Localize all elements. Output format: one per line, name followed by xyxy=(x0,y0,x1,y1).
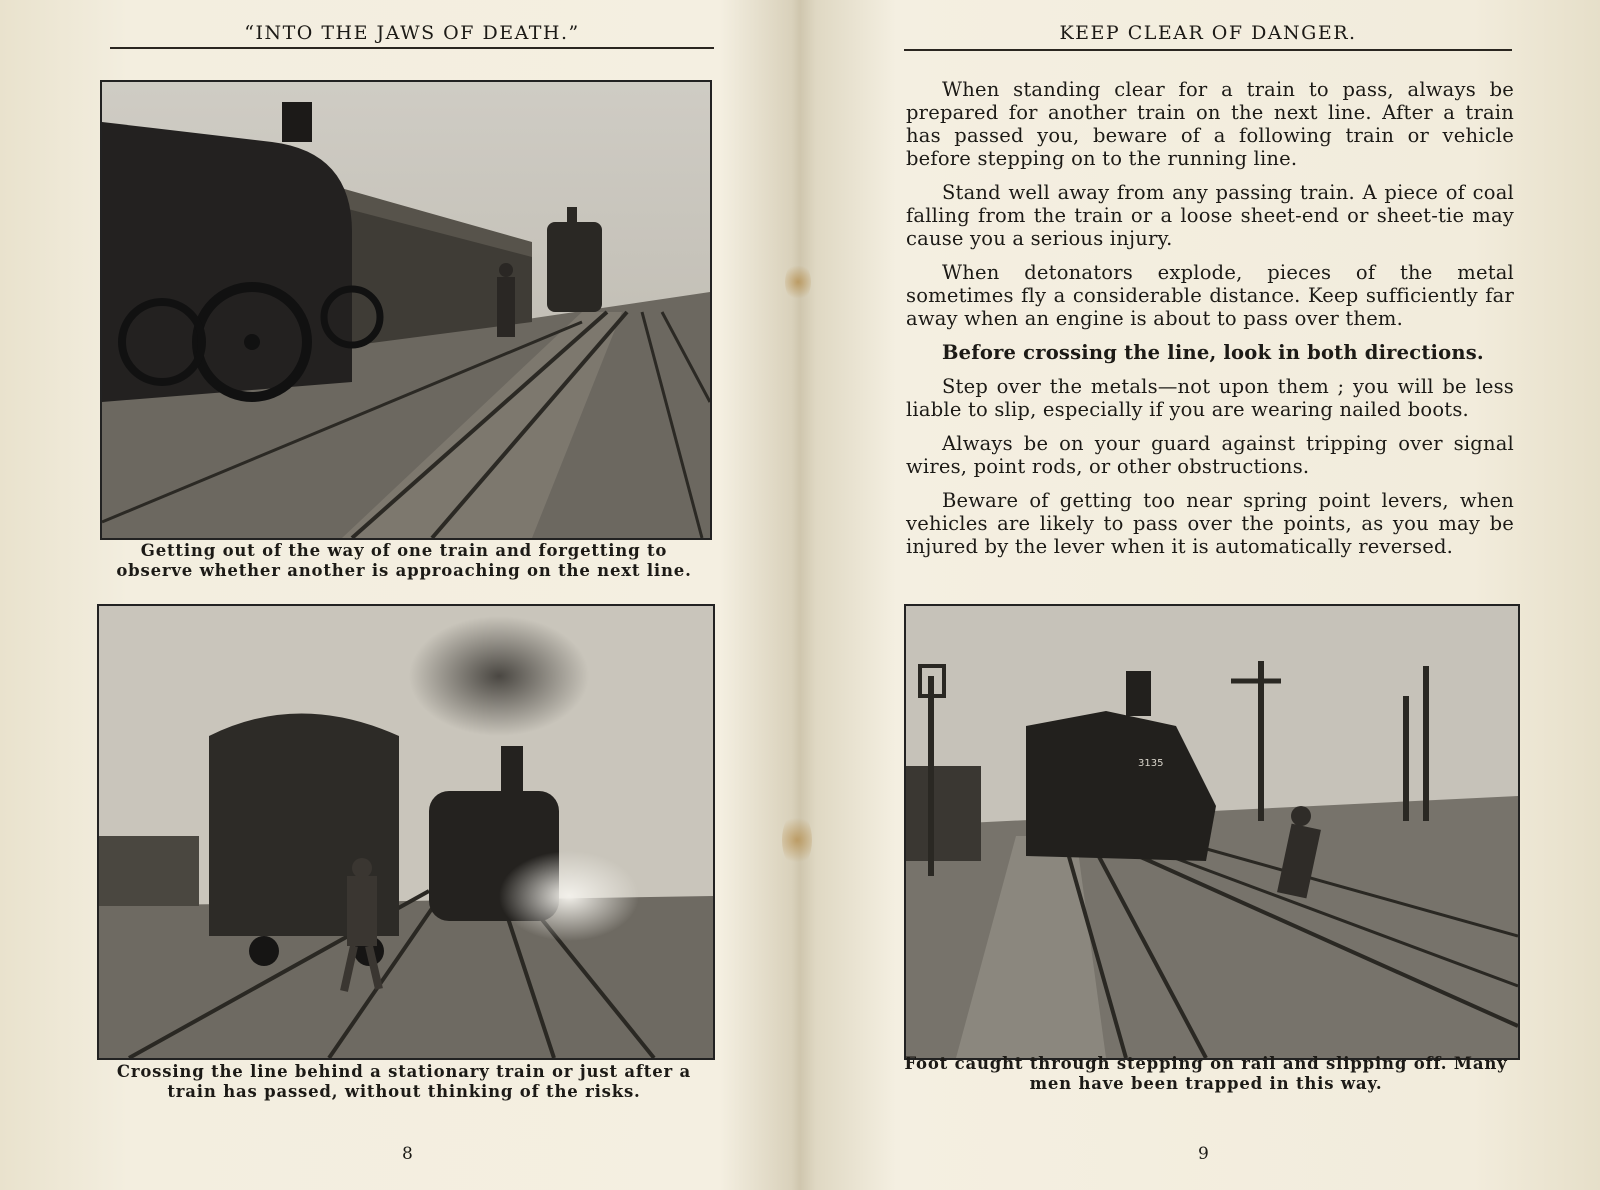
caption-photo-3: Foot caught through stepping on rail and slipping off. Many men have been trapped in this way. xyxy=(904,1054,1508,1093)
running-head-right: KEEP CLEAR OF DANGER. xyxy=(1059,22,1357,44)
body-text xyxy=(906,78,1514,569)
caption-photo-2: Crossing the line behind a stationary train or just after a train has passed, without thinking of the risks. xyxy=(116,1062,692,1101)
page-number-left: 8 xyxy=(402,1144,413,1164)
engine-number-plate: 3135 xyxy=(1138,758,1164,769)
paragraph-3: When detonators explode, pieces of the metal sometimes fly a considerable distance. Keep sufficiently far away when an engine is about to pass over them. xyxy=(906,261,1514,330)
paragraph-4-bold: Before crossing the line, look in both directions. xyxy=(942,341,1484,364)
head-rule-right xyxy=(904,49,1512,51)
paragraph-6: Always be on your guard against tripping over signal wires, point rods, or other obstructions. xyxy=(906,432,1514,478)
paragraph-2: Stand well away from any passing train. A piece of coal falling from the train or a loose sheet-end or sheet-tie may cause you a serious injury. xyxy=(906,181,1514,250)
running-head-left: “INTO THE JAWS OF DEATH.” xyxy=(244,22,580,44)
photo-crossing-behind-train xyxy=(97,604,715,1060)
fold-stain-upper xyxy=(785,262,811,302)
page-number-right: 9 xyxy=(1198,1144,1209,1164)
head-rule-left xyxy=(110,47,714,49)
paragraph-7: Beware of getting too near spring point levers, when vehicles are likely to pass over the points, as you may be injured by the lever when it is automatically reversed. xyxy=(906,489,1514,558)
fold-stain-lower xyxy=(782,812,812,868)
photo-locomotive-at-platform xyxy=(100,80,712,540)
paragraph-5: Step over the metals—not upon them ; you will be less liable to slip, especially if you are wearing nailed boots. xyxy=(906,375,1514,421)
paragraph-1: When standing clear for a train to pass, always be prepared for another train on the next line. After a train has passed you, beware of a following train or vehicle before stepping on to the running line. xyxy=(906,78,1514,170)
photo-foot-caught-on-rail xyxy=(904,604,1520,1060)
right-page xyxy=(800,0,1600,1190)
caption-photo-1: Getting out of the way of one train and forgetting to observe whether another is approaching on the next line. xyxy=(116,541,692,580)
